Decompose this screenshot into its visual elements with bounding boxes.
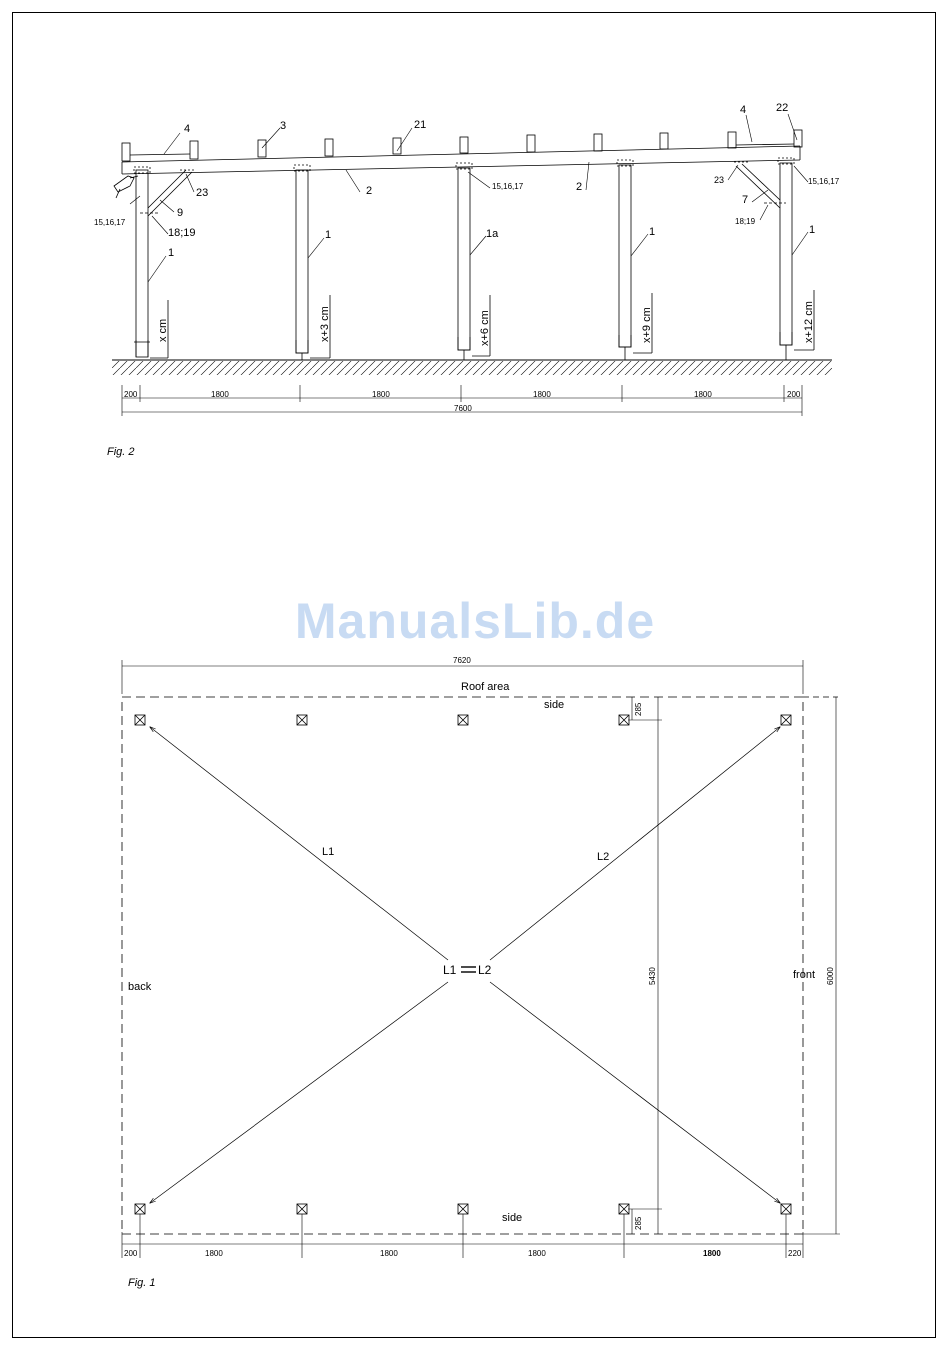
fig2-dim-total: 7600 <box>454 404 472 413</box>
roof-area-label: Roof area <box>461 681 510 693</box>
fig1-labels <box>124 656 835 1289</box>
fig1-dim-1800-b: 1800 <box>380 1249 398 1258</box>
dim-5430 <box>628 697 662 1234</box>
side-bottom-label: side <box>502 1212 523 1224</box>
callout-4-left: 4 <box>184 123 191 135</box>
diagonals <box>150 727 780 1203</box>
callout-21: 21 <box>414 119 427 131</box>
post-2 <box>294 165 310 360</box>
callout-23-right: 23 <box>714 175 725 185</box>
post-square <box>619 1204 629 1214</box>
post-4 <box>617 160 633 360</box>
equals-sign <box>461 967 476 972</box>
post-label-4: 1 <box>649 226 656 238</box>
post-square <box>135 1204 145 1214</box>
callout-9: 9 <box>177 207 184 219</box>
dim-6000-label: 6000 <box>826 967 835 985</box>
fig2-elevation <box>112 114 832 416</box>
fig1-dim-1800-c: 1800 <box>528 1249 546 1258</box>
callout-15-right: 15,16,17 <box>808 177 840 186</box>
post-square <box>781 1204 791 1214</box>
post-3 <box>456 163 472 360</box>
callout-15-left: 15,16,17 <box>94 218 126 227</box>
post-square <box>781 715 791 725</box>
post-square <box>458 1204 468 1214</box>
dim-285-bottom-label: 285 <box>634 1216 643 1230</box>
fig2-dim-200-right: 200 <box>787 390 801 399</box>
fig1-dim-1800-a: 1800 <box>205 1249 223 1258</box>
equation-L2: L2 <box>478 963 492 977</box>
post-square <box>458 715 468 725</box>
fig1-bottom-dimension-chain <box>122 1214 803 1258</box>
post-square <box>297 715 307 725</box>
fig1-dim-total-top: 7620 <box>453 656 471 665</box>
post-square <box>297 1204 307 1214</box>
post-square <box>619 715 629 725</box>
height-label-5: x+12 cm <box>803 301 815 343</box>
callout-4-right: 4 <box>740 104 747 116</box>
fig2-dim-200-left: 200 <box>124 390 138 399</box>
dim-6000 <box>803 697 840 1234</box>
dim-5430-label: 5430 <box>648 967 657 985</box>
callout-15-mid: 15,16,17 <box>492 182 524 191</box>
callout-18-right: 18;19 <box>735 217 756 226</box>
callout-23-left: 23 <box>196 187 209 199</box>
post-label-3: 1a <box>486 228 499 240</box>
post-5 <box>778 158 794 360</box>
fig2-caption: Fig. 2 <box>107 446 135 458</box>
callout-7: 7 <box>742 194 749 206</box>
callout-2-right: 2 <box>576 181 583 193</box>
diagonal-label-L1: L1 <box>322 846 335 858</box>
equation-L1: L1 <box>443 963 457 977</box>
callout-leaders <box>130 114 808 282</box>
beam-2 <box>122 146 800 174</box>
dim-285-top-label: 285 <box>634 702 643 716</box>
watermark: ManualsLib.de <box>294 593 656 649</box>
roof-area-outline <box>122 697 803 1234</box>
height-label-1: x cm <box>157 318 169 342</box>
fig1-dim-220: 220 <box>788 1249 802 1258</box>
fig2-labels <box>94 102 840 458</box>
callout-2-left: 2 <box>366 185 373 197</box>
post-label-5: 1 <box>809 224 816 236</box>
fig2-dim-1800-d: 1800 <box>694 390 712 399</box>
fig2-dim-1800-b: 1800 <box>372 390 390 399</box>
callout-22: 22 <box>776 102 789 114</box>
fig1-dim-1800-d: 1800 <box>703 1249 721 1258</box>
diagonal-label-L2: L2 <box>597 851 610 863</box>
post-label-2: 1 <box>325 229 332 241</box>
callout-3: 3 <box>280 120 287 132</box>
drill-icon <box>114 176 138 198</box>
height-label-4: x+9 cm <box>641 307 653 343</box>
fig1-plan <box>122 660 840 1258</box>
rafters-3 <box>122 130 802 161</box>
height-label-3: x+6 cm <box>479 310 491 346</box>
post-footprints <box>135 715 791 1214</box>
fig2-dim-1800-a: 1800 <box>211 390 229 399</box>
back-label: back <box>128 981 152 993</box>
ground <box>112 360 832 375</box>
post-square <box>135 715 145 725</box>
side-top-label: side <box>544 699 565 711</box>
front-label: front <box>793 969 816 981</box>
fig1-caption: Fig. 1 <box>128 1277 156 1289</box>
post-label-1: 1 <box>168 247 175 259</box>
fig1-dim-200: 200 <box>124 1249 138 1258</box>
height-label-2: x+3 cm <box>319 306 331 342</box>
callout-18-left: 18;19 <box>168 227 196 239</box>
fig2-dim-1800-c: 1800 <box>533 390 551 399</box>
post-1 <box>134 167 150 357</box>
